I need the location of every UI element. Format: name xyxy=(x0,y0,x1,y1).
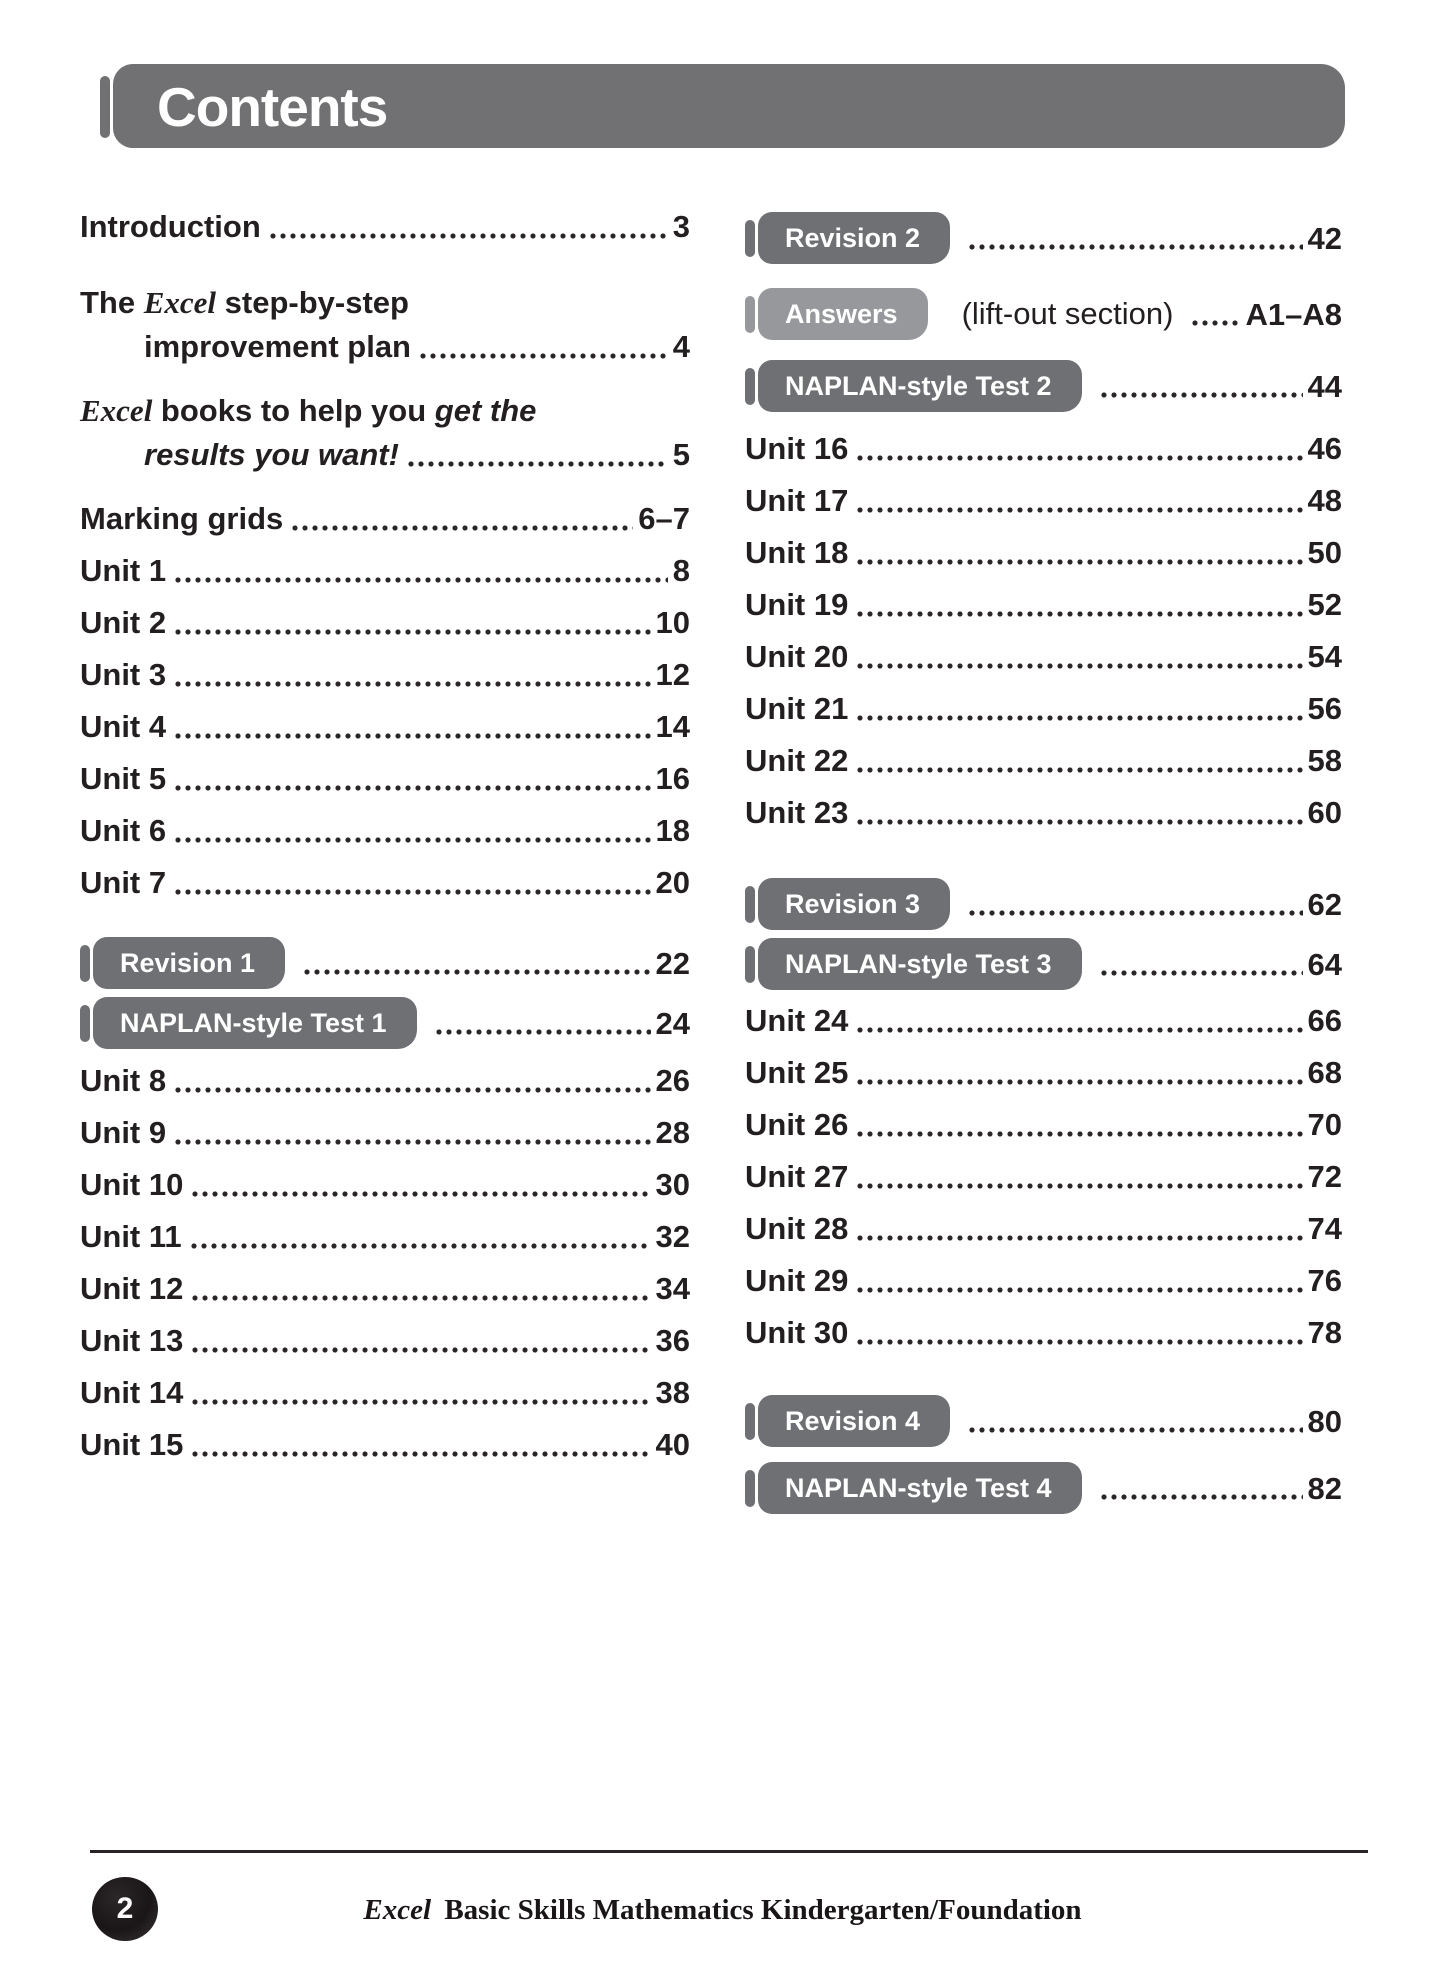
leader-dots xyxy=(302,968,650,976)
leader-dots xyxy=(855,506,1302,514)
leader-dots xyxy=(434,1028,651,1036)
entry-label: Introduction xyxy=(80,209,261,244)
leader-dots xyxy=(190,1450,650,1458)
leader-dots xyxy=(173,888,650,896)
toc-entry-unit-22: Unit 22 58 xyxy=(745,743,1342,778)
entry-label: results you want! xyxy=(144,437,399,472)
toc-entry-marking-grids xyxy=(80,497,690,541)
entry-label: The Excel step-by-step xyxy=(80,285,409,320)
leader-dots xyxy=(855,558,1302,566)
entry-label: improvement plan xyxy=(144,329,411,364)
toc-entry-unit-1: Unit 1 8 xyxy=(80,553,690,588)
leader-dots xyxy=(1099,1493,1303,1501)
revision-2-badge: Revision 2 xyxy=(758,212,950,264)
toc-entry-unit-12: Unit 12 34 xyxy=(80,1271,690,1306)
footer-divider xyxy=(90,1850,1368,1853)
toc-entry-revision-2: Revision 2 42 xyxy=(745,212,1342,264)
answers-note: (lift-out section) xyxy=(961,296,1174,331)
toc-entry-unit-17: Unit 17 48 xyxy=(745,483,1342,518)
entry-page: 3 xyxy=(672,209,690,244)
toc-right-column xyxy=(745,190,1342,1514)
leader-dots xyxy=(418,352,668,360)
naplan-test-1-badge: NAPLAN-style Test 1 xyxy=(93,997,417,1049)
contents-header-bar xyxy=(113,64,1345,148)
leader-dots xyxy=(190,1190,650,1198)
toc-entry-excel-books-line2 xyxy=(80,433,690,477)
leader-dots xyxy=(967,1426,1302,1434)
naplan-test-3-badge: NAPLAN-style Test 3 xyxy=(758,938,1082,990)
toc-entry-revision-4: Revision 4 80 xyxy=(745,1395,1342,1447)
toc-entry-unit-7: Unit 7 20 xyxy=(80,865,690,900)
leader-dots xyxy=(406,460,668,468)
toc-entry-unit-29: Unit 29 76 xyxy=(745,1263,1342,1298)
excel-brand-text: Excel xyxy=(80,393,153,428)
revision-1-badge: Revision 1 xyxy=(93,937,285,989)
toc-entry-introduction xyxy=(80,205,690,249)
leader-dots xyxy=(855,1026,1302,1034)
toc-entry-unit-5: Unit 5 16 xyxy=(80,761,690,796)
leader-dots xyxy=(173,1138,650,1146)
footer-book-title: Excel Basic Skills Mathematics Kindergarten/Foundation xyxy=(363,1894,1082,1926)
toc-entry-unit-13: Unit 13 36 xyxy=(80,1323,690,1358)
toc-entry-naplan-test-1: NAPLAN-style Test 1 24 xyxy=(80,997,690,1049)
toc-entry-unit-20: Unit 20 54 xyxy=(745,639,1342,674)
toc-left-column xyxy=(80,190,690,1467)
toc-entry-improvement-plan-line1 xyxy=(80,281,690,325)
toc-entry-naplan-test-4: NAPLAN-style Test 4 82 xyxy=(745,1462,1342,1514)
toc-entry-unit-18: Unit 18 50 xyxy=(745,535,1342,570)
toc-entry-unit-24: Unit 24 66 xyxy=(745,1003,1342,1038)
leader-dots xyxy=(855,818,1302,826)
page-title: Contents xyxy=(157,76,388,138)
leader-dots xyxy=(855,1338,1302,1346)
excel-brand-text: Excel xyxy=(363,1894,432,1926)
toc-entry-revision-1: Revision 1 22 xyxy=(80,937,690,989)
entry-page: 5 xyxy=(672,437,690,472)
leader-dots xyxy=(855,1130,1302,1138)
toc-entry-unit-2: Unit 2 10 xyxy=(80,605,690,640)
answers-badge: Answers xyxy=(758,288,928,340)
leader-dots xyxy=(855,1078,1302,1086)
leader-dots xyxy=(967,243,1302,251)
entry-page: 4 xyxy=(672,329,690,364)
toc-entry-unit-26: Unit 26 70 xyxy=(745,1107,1342,1142)
leader-dots xyxy=(173,576,668,584)
toc-entry-unit-3: Unit 3 12 xyxy=(80,657,690,692)
leader-dots xyxy=(173,1086,650,1094)
leader-dots xyxy=(855,1286,1302,1294)
leader-dots xyxy=(855,714,1302,722)
leader-dots xyxy=(1099,969,1303,977)
revision-3-badge: Revision 3 xyxy=(758,878,950,930)
leader-dots xyxy=(173,680,650,688)
toc-entry-unit-9: Unit 9 28 xyxy=(80,1115,690,1150)
toc-entry-unit-30: Unit 30 78 xyxy=(745,1315,1342,1350)
toc-entry-revision-3: Revision 3 62 xyxy=(745,878,1342,930)
leader-dots xyxy=(1099,391,1303,399)
leader-dots xyxy=(173,836,650,844)
toc-entry-unit-11: Unit 11 32 xyxy=(80,1219,690,1254)
leader-dots xyxy=(173,732,650,740)
leader-dots xyxy=(855,766,1302,774)
leader-dots xyxy=(173,628,650,636)
page-number: 2 xyxy=(116,1892,134,1925)
toc-entry-unit-25: Unit 25 68 xyxy=(745,1055,1342,1090)
toc-entry-naplan-test-2: NAPLAN-style Test 2 44 xyxy=(745,360,1342,412)
leader-dots xyxy=(268,232,668,240)
toc-entry-unit-23: Unit 23 60 xyxy=(745,795,1342,830)
toc-entry-unit-10: Unit 10 30 xyxy=(80,1167,690,1202)
toc-entry-unit-28: Unit 28 74 xyxy=(745,1211,1342,1246)
toc-entry-unit-15: Unit 15 40 xyxy=(80,1427,690,1462)
leader-dots xyxy=(190,1398,650,1406)
toc-entry-unit-16: Unit 16 46 xyxy=(745,431,1342,466)
toc-entry-unit-6: Unit 6 18 xyxy=(80,813,690,848)
naplan-test-2-badge: NAPLAN-style Test 2 xyxy=(758,360,1082,412)
toc-entry-unit-4: Unit 4 14 xyxy=(80,709,690,744)
leader-dots xyxy=(190,1294,650,1302)
toc-entry-unit-19: Unit 19 52 xyxy=(745,587,1342,622)
toc-entry-improvement-plan-line2 xyxy=(80,325,690,369)
leader-dots xyxy=(1190,319,1240,327)
toc-entry-answers: Answers (lift-out section) A1–A8 xyxy=(745,288,1342,340)
entry-label: Marking grids xyxy=(80,501,284,536)
entry-label: Excel books to help you get the xyxy=(80,393,537,428)
entry-page: 6–7 xyxy=(638,501,690,536)
leader-dots xyxy=(967,909,1302,917)
leader-dots xyxy=(855,610,1302,618)
leader-dots xyxy=(855,1182,1302,1190)
naplan-test-4-badge: NAPLAN-style Test 4 xyxy=(758,1462,1082,1514)
leader-dots xyxy=(855,1234,1302,1242)
toc-entry-unit-8: Unit 8 26 xyxy=(80,1063,690,1098)
excel-brand-text: Excel xyxy=(143,285,217,320)
leader-dots xyxy=(855,662,1302,670)
leader-dots xyxy=(855,454,1302,462)
leader-dots xyxy=(190,1346,650,1354)
toc-entry-excel-books-line1 xyxy=(80,389,690,433)
toc-entry-unit-21: Unit 21 56 xyxy=(745,691,1342,726)
leader-dots xyxy=(173,784,650,792)
revision-4-badge: Revision 4 xyxy=(758,1395,950,1447)
leader-dots xyxy=(290,524,633,532)
toc-entry-naplan-test-3: NAPLAN-style Test 3 64 xyxy=(745,938,1342,990)
leader-dots xyxy=(189,1242,651,1250)
toc-entry-unit-27: Unit 27 72 xyxy=(745,1159,1342,1194)
toc-entry-unit-14: Unit 14 38 xyxy=(80,1375,690,1410)
